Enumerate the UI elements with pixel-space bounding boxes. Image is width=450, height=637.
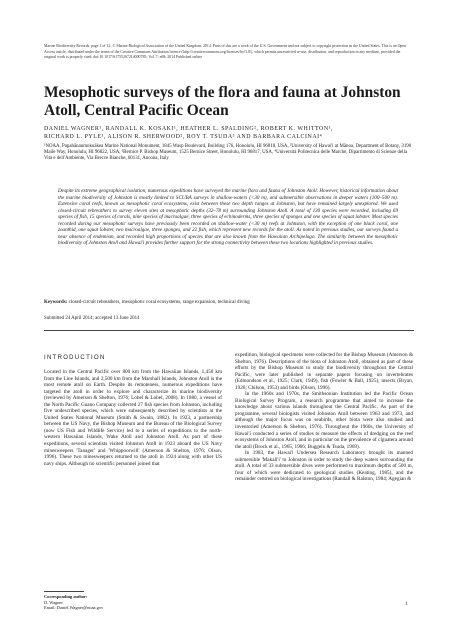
author-list	[44, 125, 414, 142]
abstract: Despite its extreme geographical isolation, numerous expeditions have surveyed the marine flora and fauna of Johnston Atoll. However, historical information about the marine biodiversity of Johnston is mostly limited to SCUBA surveys in shallow-waters (<30 m), and submersible observations in deeper waters (100–500 m). Extensive coral reefs, known as mesophotic coral ecosystems, exist between these two depth ranges at Johnston, but have remained largely unexplored. We used closed-circuit rebreathers to survey eleven sites at mesophotic depths (32–78 m) surrounding Johnston Atoll. A total of 130 species were recorded, including 69 species of fish, 15 species of corals, nine species of macroalgae, three species of echinoderms, three species of sponges and one species of squat lobster. Most species recorded during our mesophotic surveys have previously been recorded on shallow-water (<30 m) reefs at Johnston, with the exception of one black coral, one zoanthid, one squat lobster, two macroalgae, three sponges, and 22 fish, which represent new records for the atoll. As noted in previous studies, our surveys found a near absence of endemism, and recorded high proportions of species that are also known from the Hawaiian Archipelago. The similarity between the mesophotic biodiversity of Johnston Atoll and Hawai'i provides further support for the strong connectivity between these two locations highlighted in previous studies.	[58, 188, 398, 246]
correspondence-email[interactable]: Email: Daniel.Wagner@noaa.gov	[44, 605, 104, 611]
page-number: 1	[405, 602, 408, 607]
paragraph: Located in the Central Pacific over 800 km from the Hawaiian Islands, 1,450 km from the Line Islands, and 2,500 km from the Marshall Islands, Johnston Atoll is the most remote atoll on Earth. Despite its remoteness, numerous expeditions have targeted the atoll in order to explore and characterize its marine biodiversity (reviewed by Amerson & Shelton, 1976; Lobel & Lobel, 2008). In 1880, a vessel of the North Pacific Guano Company collected 27 fish species from Johnston, including five undescribed species, which were subsequently described by scientists at the United States National Museum (Smith & Swain, 1882). In 1923, a partnership between the US Navy, the Bishop Museum and the Bureau of the Biological Survey (now US Fish and Wildlife Service) led to a series of expeditions to the north-western Hawaiian Islands, Wake Atoll and Johnston Atoll. As part of these expeditions, several scientists visited Johnston Atoll in 1923 aboard the US Navy minesweepers 'Tanager' and 'Whippoorwill' (Amerson & Shelton, 1976; Olson, 1996). These two minesweepers returned to the atoll in 1924 along with other US navy ships. Although no scientific personnel joined that	[44, 369, 222, 467]
keywords-label: Keywords:	[44, 300, 68, 305]
paragraph: In the 1960s and 1970s, the Smithsonian Institution led the Pacific Ocean Biological Survey Program, a research programme that aimed to increase the knowledge about various islands throughout the Central Pacific. As part of the programme, several biologists visited Johnston Atoll between 1963 and 1973, and although the major focus was on seabirds, other biota were also studied and inventoried (Amerson & Shelton, 1976). Throughout the 1960s, the University of Hawai'i conducted a series of studies to measure the effects of dredging on the reef ecosystems of Johnston Atoll, and in particular on the prevalence of ciguatera around the atoll (Brock et al., 1965, 1966; Buggeln & Tsuda, 1969).	[235, 391, 413, 450]
correspondence-block	[44, 594, 214, 611]
left-column	[44, 369, 222, 467]
paragraph: expedition, biological specimens were collected for the Bishop Museum (Amerson & Shelton, 1976). Descriptions of the biota of Johnston Atoll, obtained as part of these efforts by the Bishop Museum to study the biodiversity throughout the Central Pacific, were later published in separate papers focusing on invertebrates (Edmondson et al., 1925; Clark, 1949), fish (Fowler & Ball, 1925), insects (Bryan, 1926; Chilson, 1953) and birds (Olson, 1996).	[235, 352, 413, 391]
correspondence-name: D. Wagner	[44, 599, 63, 605]
keywords	[44, 300, 414, 306]
article-title: Mesophotic surveys of the flora and fauna at Johnston Atoll, Central Pacific Ocean	[44, 84, 401, 119]
correspondence-label: Corresponding author:	[44, 594, 88, 599]
right-column	[235, 352, 413, 483]
keywords-text: closed-circuit rebreathers, mesophotic coral ecosystems, range expansion, technical diving	[68, 300, 250, 305]
author-affiliations: ¹NOAA, Papahānaumokuākea Marine National Monument, 1845 Wasp Boulevard, Building 176, Honolulu, HI 96818, USA, ²University of Hawai'i at Mānoa, Department of Botany, 3190 Maile Way, Honolulu, HI 96822, USA, ³Bernice P. Bishop Museum, 1525 Bernice Street, Honolulu, HI 96817, USA, ⁴Università Politecnica delle Marche, Dipartimento di Scienze della Vita e dell'Ambiente, Via Brecce Bianche, 60131, Ancona, Italy	[44, 144, 412, 161]
paragraph: In 1983, the Hawai'i Undersea Research Laboratory brought its manned submersible 'Makali'i' to Johnston in order to study the deep waters surrounding the atoll. A total of 33 submersible dives were performed to maximum depths of 500 m, four of which were dedicated to geological studies (Keating, 1985), and the remainder centred on biological investigations (Randall & Ralston, 1984; Agegian &	[235, 450, 413, 483]
footnote-rule	[44, 591, 84, 592]
section-heading-introduction: INTRODUCTION	[44, 355, 106, 361]
submission-dates: Submitted 24 April 2014; accepted 13 June 2014	[44, 316, 140, 321]
section-divider	[44, 330, 414, 331]
journal-header-note: Marine Biodiversity Records, page 1 of 12. © Marine Biological Association of the United Kingdom, 2014. Parts of this are a work of the U.S. Government and not subject to copyright protection in the United States. This is an Open Access article, distributed under the terms of the Creative Commons Attribution licence (http://creativecommons.org/licenses/by/3.0/), which permits unrestricted re-use, distribution, and reproduction in any medium, provided the original work is properly cited. doi:10.1017/S1755267214000785; Vol. 7; e68; 2014 Published online	[44, 44, 407, 60]
author-line-2: RICHARD L. PYLE³, ALISON R. SHERWOOD², ROY T. TSUDA³ AND BARBARA CALCINAI⁴	[44, 134, 323, 141]
author-line-1: DANIEL WAGNER¹, RANDALL K. KOSAKI¹, HEATHER L. SPALDING², ROBERT K. WHITTON¹,	[44, 126, 333, 132]
